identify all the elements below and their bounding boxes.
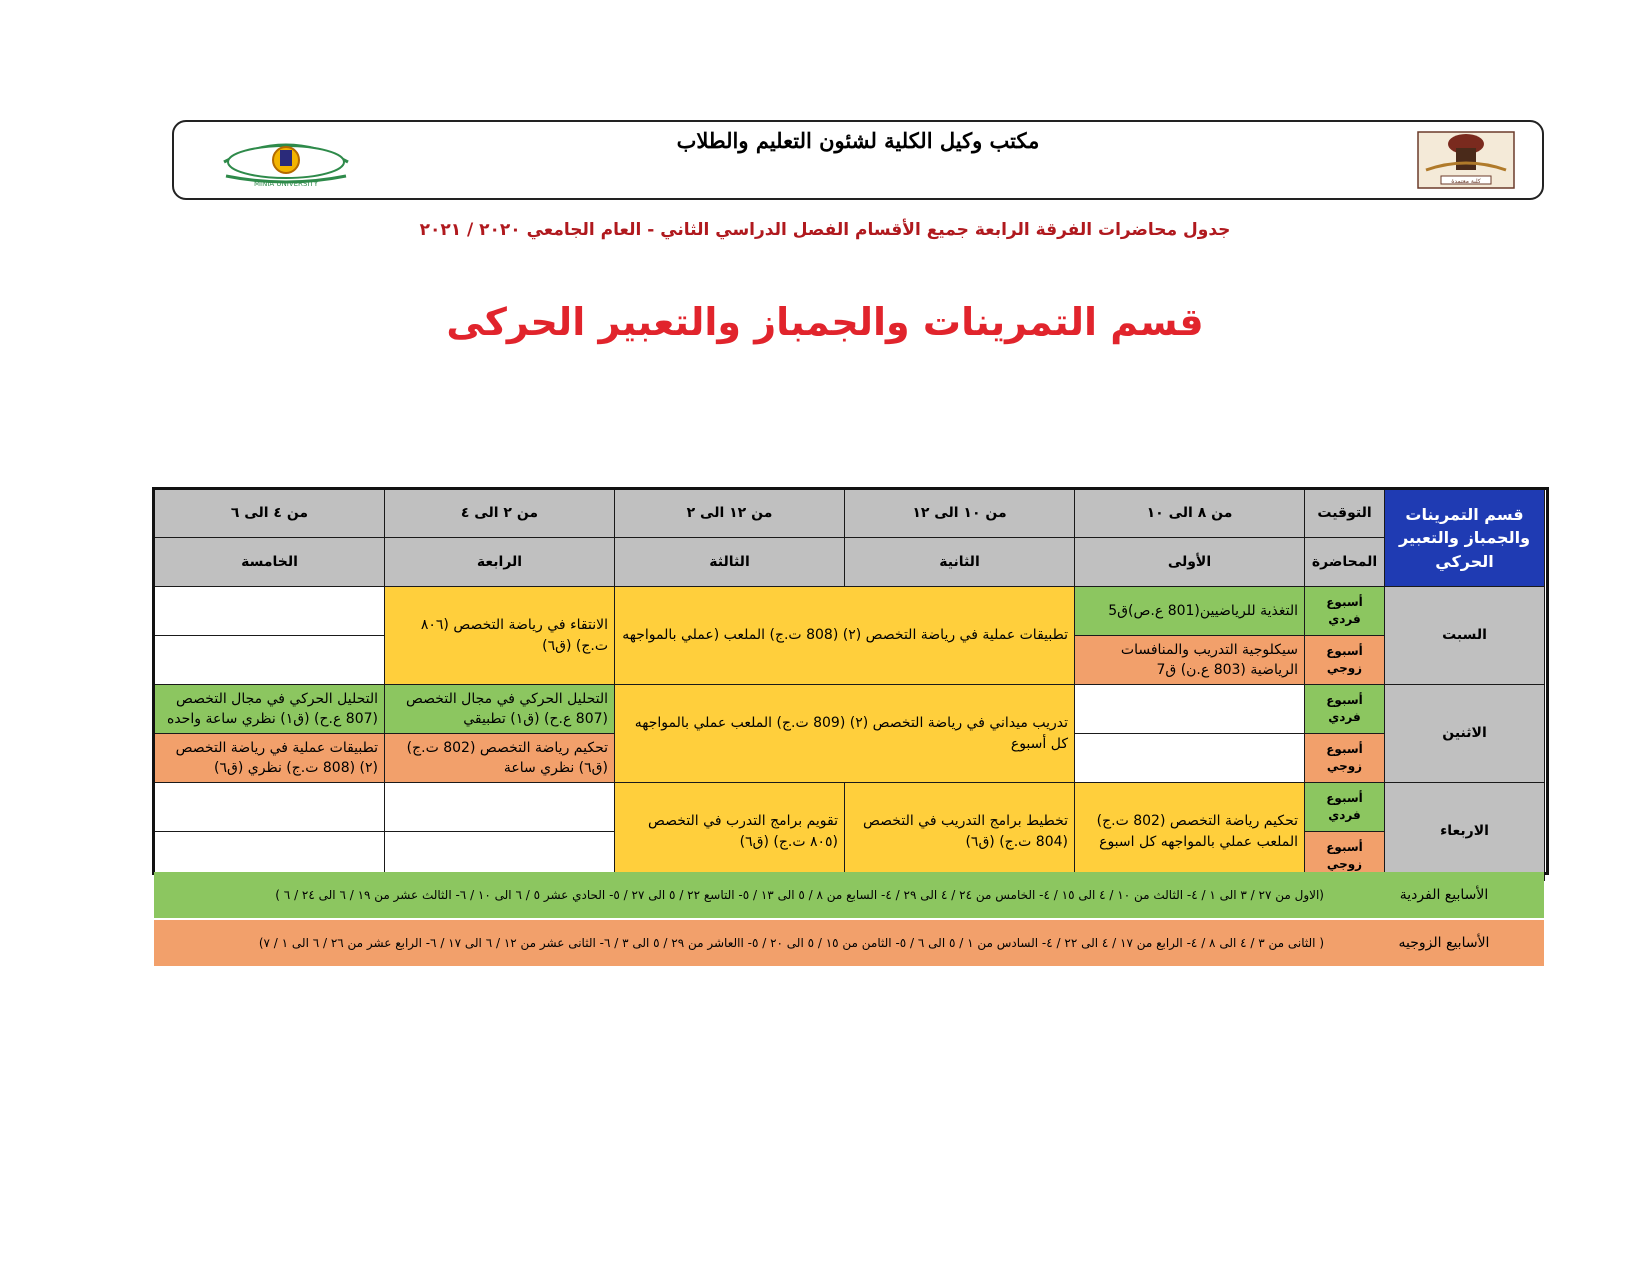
even-weeks-dates: ( الثانى من ٣ / ٤ الى ٨ / ٤- الرابع من ١٧ / ٤ الى ٢٢ / ٤- السادس من ١ / ٥ الى ٦ / ٥- الثامن من ١٥ / ٥ الى ٢٠ / ٥- االعاشر من ٢٩ / ٥ الى ٣ / ٦- الثانى عشر من ١٢ / ٦ الى ١٧ / ٦- الرابع عشر من ٢٦ / ٦ الى ١ / ٧) <box>258 936 1324 950</box>
university-logo-caption: MINIA UNIVERSITY <box>254 180 318 188</box>
even-week-label: أسبوع زوجي <box>1305 832 1385 881</box>
office-title: مكتب وكيل الكلية لشئون التعليم والطلاب <box>676 128 1040 153</box>
empty-cell <box>155 587 385 636</box>
even-weeks-band <box>154 920 1544 966</box>
course-cell: سيكلوجية التدريب والمنافسات الرياضية (803 ع.ن) ق7 <box>1075 636 1305 685</box>
even-week-label: أسبوع زوجي <box>1305 636 1385 685</box>
lecture-label: المحاضرة <box>1305 538 1385 587</box>
empty-cell <box>385 783 615 832</box>
faculty-logo-icon <box>1416 130 1516 190</box>
even-week-label: أسبوع زوجي <box>1305 734 1385 783</box>
course-cell: تطبيقات عملية في رياضة التخصص (٢) (808 ت.ج) نظري (ق٦) <box>155 734 385 783</box>
course-cell: التغذية للرياضيين(801 ع.ص)ق5 <box>1075 587 1305 636</box>
even-weeks-label: الأسابيع الزوجيه <box>1398 935 1490 951</box>
monday-odd-row <box>155 685 1545 734</box>
odd-weeks-band <box>154 872 1544 918</box>
faculty-logo-caption: كلية معتمدة <box>1451 178 1481 185</box>
department-corner-cell: قسم التمرينات والجمباز والتعبير الحركي <box>1385 490 1545 587</box>
course-cell: التحليل الحركي في مجال التخصص (807 ع.ح) (ق١) تطبيقي <box>385 685 615 734</box>
empty-cell <box>155 636 385 685</box>
course-cell: التحليل الحركي في مجال التخصص (807 ع.ح) (ق١) نظري ساعة واحده <box>155 685 385 734</box>
saturday-odd-row <box>155 587 1545 636</box>
course-cell: تقويم برامج التدرب في التخصص (٨٠٥ ت.ج) (ق٦) <box>615 783 845 881</box>
time-slot-2: من ١٠ الى ١٢ <box>845 490 1075 538</box>
odd-week-label: أسبوع فردي <box>1305 685 1385 734</box>
course-cell: تدريب ميداني في رياضة التخصص (٢) (809 ت.ج) الملعب عملي بالمواجهه كل أسبوع <box>615 685 1075 783</box>
lecture-3: الثالثة <box>615 538 845 587</box>
odd-week-label: أسبوع فردي <box>1305 587 1385 636</box>
schedule-subtitle: جدول محاضرات الفرقة الرابعة جميع الأقسام الفصل الدراسي الثاني - العام الجامعي ٢٠٢٠ / ٢٠٢١ <box>419 220 1231 240</box>
lecture-5: الخامسة <box>155 538 385 587</box>
time-slot-1: من ٨ الى ١٠ <box>1075 490 1305 538</box>
lecture-2: الثانية <box>845 538 1075 587</box>
course-cell: تخطيط برامج التدريب في التخصص (804 ت.ج) (ق٦) <box>845 783 1075 881</box>
odd-weeks-dates: (الاول من ٢٧ / ٣ الى ١ / ٤- الثالث من ١٠ / ٤ الى ١٥ / ٤- الخامس من ٢٤ / ٤ الى ٢٩ / ٤- السابع من ٨ / ٥ الى ١٣ / ٥- التاسع ٢٢ / ٥ الى ٢٧ / ٥- الحادي عشر ٥ / ٦ الى ١٠ / ٦- الثالث عشر من ١٩ / ٦ الى ٢٤ / ٦ ) <box>275 888 1324 902</box>
day-saturday: السبت <box>1385 587 1545 685</box>
empty-cell <box>155 783 385 832</box>
header-banner <box>172 120 1544 200</box>
odd-week-label: أسبوع فردي <box>1305 783 1385 832</box>
day-wednesday: الاربعاء <box>1385 783 1545 881</box>
timing-label: التوقيت <box>1305 490 1385 538</box>
time-slot-4: من ٢ الى ٤ <box>385 490 615 538</box>
lecture-row <box>155 538 1545 587</box>
department-title: قسم التمرينات والجمباز والتعبير الحركى <box>446 300 1204 344</box>
wednesday-odd-row <box>155 783 1545 832</box>
schedule-table <box>154 489 1545 881</box>
time-slot-3: من ١٢ الى ٢ <box>615 490 845 538</box>
university-logo-icon <box>216 132 356 188</box>
course-cell: تطبيقات عملية في رياضة التخصص (٢) (808 ت.ج) الملعب (عملي بالمواجهه <box>615 587 1075 685</box>
empty-cell <box>1075 734 1305 783</box>
lecture-4: الرابعة <box>385 538 615 587</box>
timing-row <box>155 490 1545 538</box>
course-cell: تحكيم رياضة التخصص (802 ت.ج) الملعب عملي بالمواجهه كل اسبوع <box>1075 783 1305 881</box>
time-slot-5: من ٤ الى ٦ <box>155 490 385 538</box>
empty-cell <box>1075 685 1305 734</box>
course-cell: تحكيم رياضة التخصص (802 ت.ج) (ق٦) نظري ساعة <box>385 734 615 783</box>
lecture-1: الأولى <box>1075 538 1305 587</box>
course-cell: الانتقاء في رياضة التخصص (٨٠٦ ت.ج) (ق٦) <box>385 587 615 685</box>
day-monday: الاثنين <box>1385 685 1545 783</box>
odd-weeks-label: الأسابيع الفردية <box>1399 887 1489 903</box>
